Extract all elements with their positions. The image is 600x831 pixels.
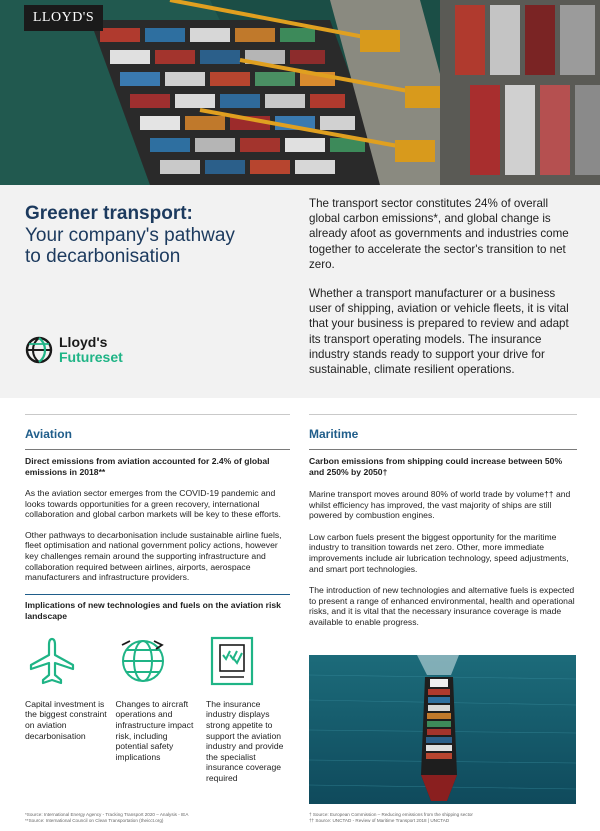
footnote: †† Source: UNCTAD - Review of Maritime Transport 2018 | UNCTAD — [309, 818, 450, 823]
hero-image-port — [0, 0, 600, 185]
aviation-section — [25, 414, 290, 784]
implication-caption: Capital investment is the biggest constraint on aviation decarbonisation — [25, 698, 107, 741]
maritime-paragraph-3: The introduction of new technologies and alternative fuels is expected to present a range of enhanced environmental, health and operational risks, and it is vital that the necessary insurance coverage is made available to enable progress. — [309, 585, 575, 627]
implications-list — [25, 635, 290, 784]
container-ship-image — [309, 655, 576, 804]
airplane-icon — [25, 635, 79, 687]
futureset-line-2: Futureset — [59, 349, 123, 365]
implication-caption: The insurance industry displays strong appetite to support the aviation industry and provide the specialist insurance coverage required — [206, 698, 284, 783]
ship-at-sea-illustration — [309, 655, 576, 804]
title-line-2: Your company's pathway — [25, 225, 235, 246]
footnote: **Source: International Council on Clean Transportation (theicct.org) — [25, 818, 164, 823]
maritime-section — [309, 414, 577, 628]
checklist-icon — [206, 635, 260, 687]
maritime-title: Maritime — [309, 427, 359, 441]
maritime-paragraph-1: Marine transport moves around 80% of world trade by volume†† and whilst efficiency has improved, the vast majority of ships are still powered by combustion engines. — [309, 489, 571, 521]
intro-paragraph-1: The transport sector constitutes 24% of overall global carbon emissions*, and global change is already afoot as governments and industries come together to accelerate the sector's transition to net zero. — [309, 197, 569, 271]
implication-item — [25, 635, 109, 784]
aviation-title: Aviation — [25, 427, 72, 441]
globe-icon — [116, 635, 170, 687]
intro-section — [0, 185, 600, 398]
futureset-line-1: Lloyd's — [59, 334, 108, 350]
intro-paragraph-2: Whether a transport manufacturer or a business user of shipping, aviation or vehicle fleets, it is vital that your business is prepared to review and adapt its transport operating models. The insurance industry stands ready to support your drive for sustainable, climate resilient operations. — [309, 287, 569, 377]
implication-item — [206, 635, 290, 784]
lloyds-logo: LLOYD'S — [24, 5, 103, 31]
implication-item — [116, 635, 200, 784]
maritime-lead: Carbon emissions from shipping could increase between 50% and 250% by 2050† — [309, 456, 563, 477]
aviation-lead: Direct emissions from aviation accounted for 2.4% of global emissions in 2018** — [25, 456, 270, 477]
futureset-logo — [25, 335, 123, 365]
implication-caption: Changes to aircraft operations and infrastructure impact risk, including potential safety implications — [115, 698, 194, 762]
title-bold: Greener transport: — [25, 203, 193, 224]
implications-title: Implications of new technologies and fuels on the aviation risk landscape — [25, 599, 281, 621]
intro-body — [309, 196, 579, 377]
futureset-globe-icon — [25, 336, 53, 364]
aviation-paragraph-1: As the aviation sector emerges from the COVID-19 pandemic and looks towards opportunities for a green recovery, international collaboration and global carbon markets will be key to these efforts. — [25, 488, 281, 520]
aviation-footnotes — [25, 812, 290, 824]
maritime-paragraph-2: Low carbon fuels present the biggest opportunity for the maritime industry to transition towards net zero. Other, more immediate improvements include air lubrication technology, speed adjustments, and smart port technologies. — [309, 531, 569, 574]
title-line-3: to decarbonisation — [25, 246, 181, 267]
aviation-paragraph-2: Other pathways to decarbonisation include sustainable airline fuels, fleet optimisation and national government policy actions, however key challenges remain around the supporting infrastructure and collaboration required between airlines, airports, aerospace manufacturers and infrastructure providers. — [25, 529, 282, 583]
maritime-footnotes — [309, 812, 577, 824]
footnote: *Source: International Energy Agency - Tracking Transport 2020 – Analysis - IEA — [25, 812, 189, 817]
footnote: † Source: European Commission – Reducing emissions from the shipping sector — [309, 812, 473, 817]
page-title — [25, 203, 275, 267]
